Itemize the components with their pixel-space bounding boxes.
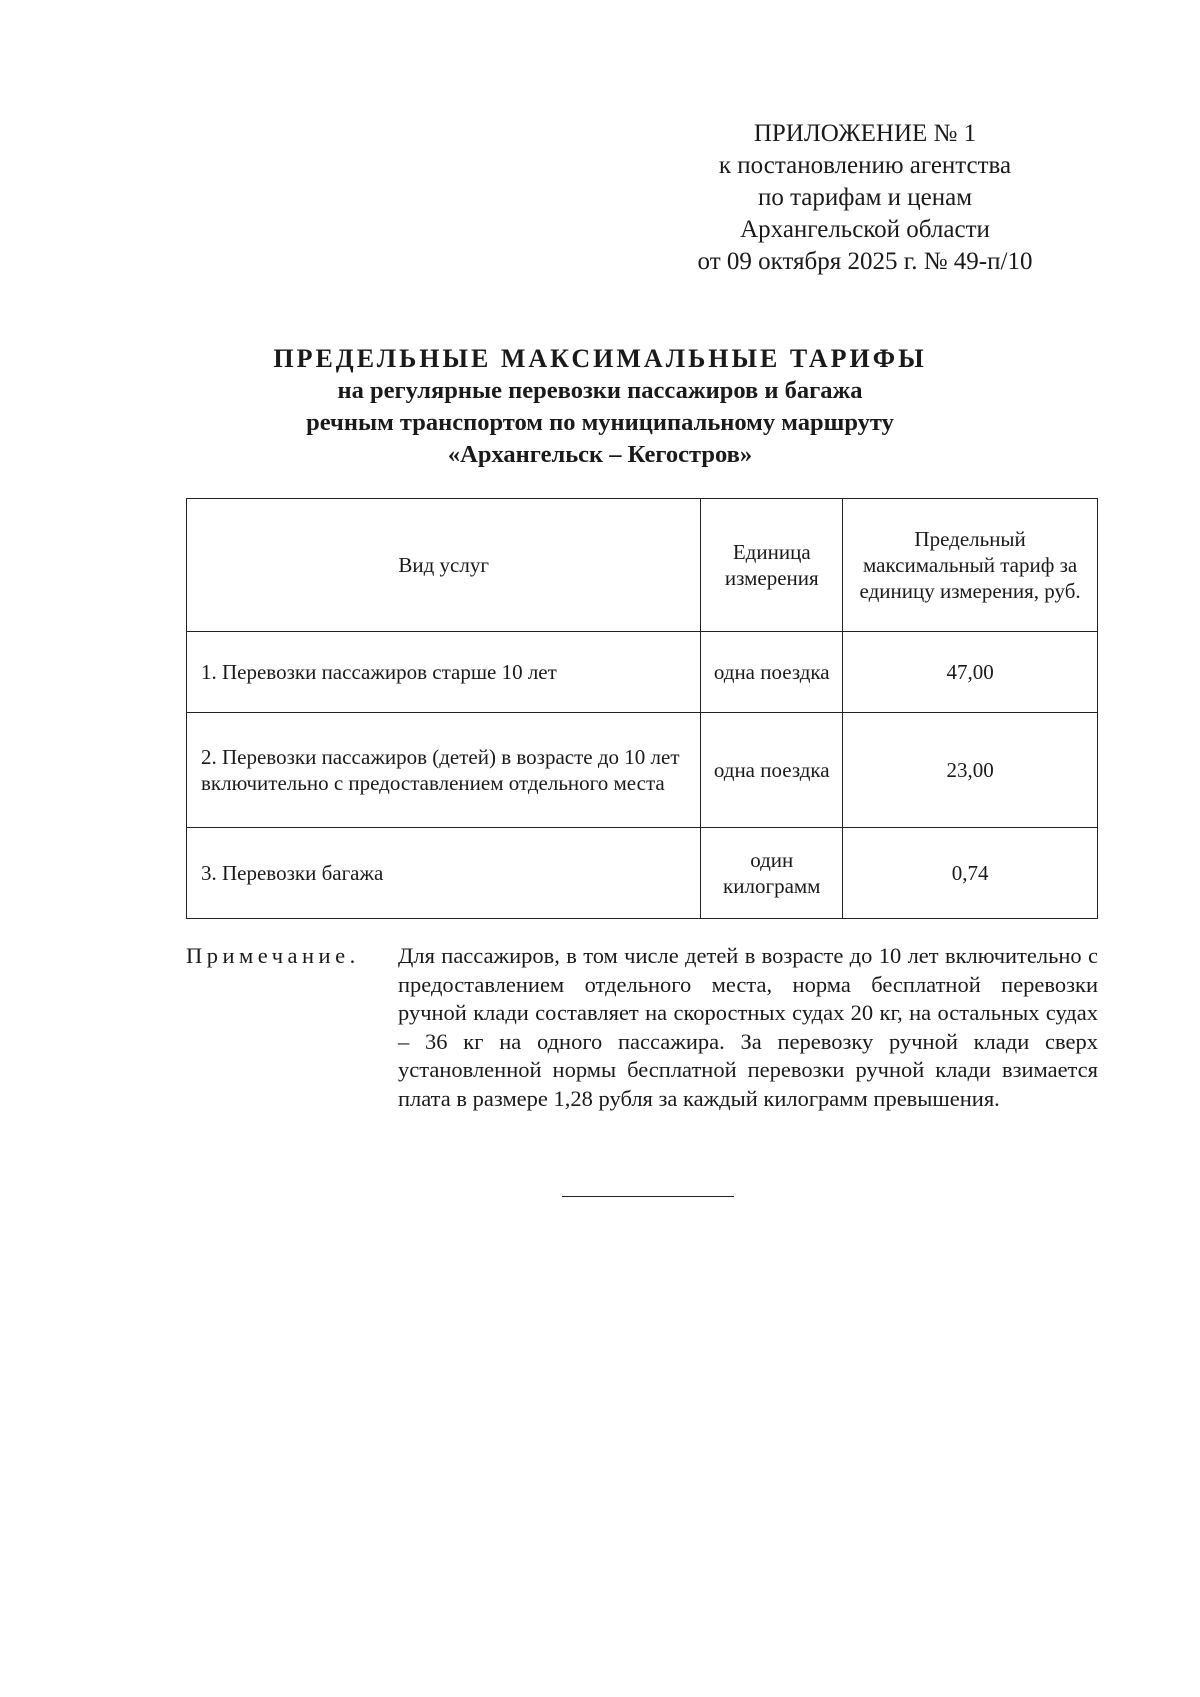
table-row: [187, 632, 1098, 713]
cell-unit: одна поездка: [701, 632, 843, 713]
cell-service: 2. Перевозки пассажиров (детей) в возрасте до 10 лет включительно с предоставлением отдельного места: [187, 713, 701, 828]
header-unit: Единица измерения: [701, 499, 843, 632]
cell-service: 3. Перевозки багажа: [187, 828, 701, 919]
appendix-agency-line: по тарифам и ценам: [757, 184, 973, 211]
note-label: Примечание.: [186, 943, 360, 968]
appendix-region-line: Архангельской области: [740, 216, 990, 243]
cell-tariff: 23,00: [843, 713, 1098, 828]
appendix-ref-line: к постановлению агентства: [718, 152, 1012, 179]
note-text: Для пассажиров, в том числе детей в возрасте до 10 лет включительно с предоставлением отдельного места, норма бесплатной перевозки ручной клади составляет на скоростных судах 20 кг, на остальных судах – 36 кг на одного пассажира. За перевозку ручной клади сверх установленной нормы бесплатной перевозки ручной клади взимается плата в размере 1,28 рубля за каждый килограмм превышения.: [398, 943, 1098, 1111]
tariff-table: [186, 498, 1098, 919]
title-line-3: речным транспортом по муниципальному маршруту: [306, 409, 894, 436]
header-tariff: Предельный максимальный тариф за единицу измерения, руб.: [843, 499, 1098, 632]
closing-divider: [562, 1196, 734, 1197]
title-line-2: на регулярные перевозки пассажиров и багажа: [337, 377, 863, 404]
title-route: «Архангельск – Кегостров»: [447, 441, 753, 468]
table-row: [187, 828, 1098, 919]
appendix-header: [640, 118, 1090, 278]
cell-tariff: 47,00: [843, 632, 1098, 713]
header-service: Вид услуг: [187, 499, 701, 632]
table-row: [187, 713, 1098, 828]
table-header-row: [187, 499, 1098, 632]
cell-tariff: 0,74: [843, 828, 1098, 919]
title-main: ПРЕДЕЛЬНЫЕ МАКСИМАЛЬНЫЕ ТАРИФЫ: [273, 344, 927, 373]
cell-unit: один килограмм: [701, 828, 843, 919]
cell-service: 1. Перевозки пассажиров старше 10 лет: [187, 632, 701, 713]
cell-unit: одна поездка: [701, 713, 843, 828]
document-title: [150, 343, 1050, 471]
appendix-number: ПРИЛОЖЕНИЕ № 1: [753, 120, 977, 147]
appendix-date-line: от 09 октября 2025 г. № 49-п/10: [697, 248, 1033, 275]
